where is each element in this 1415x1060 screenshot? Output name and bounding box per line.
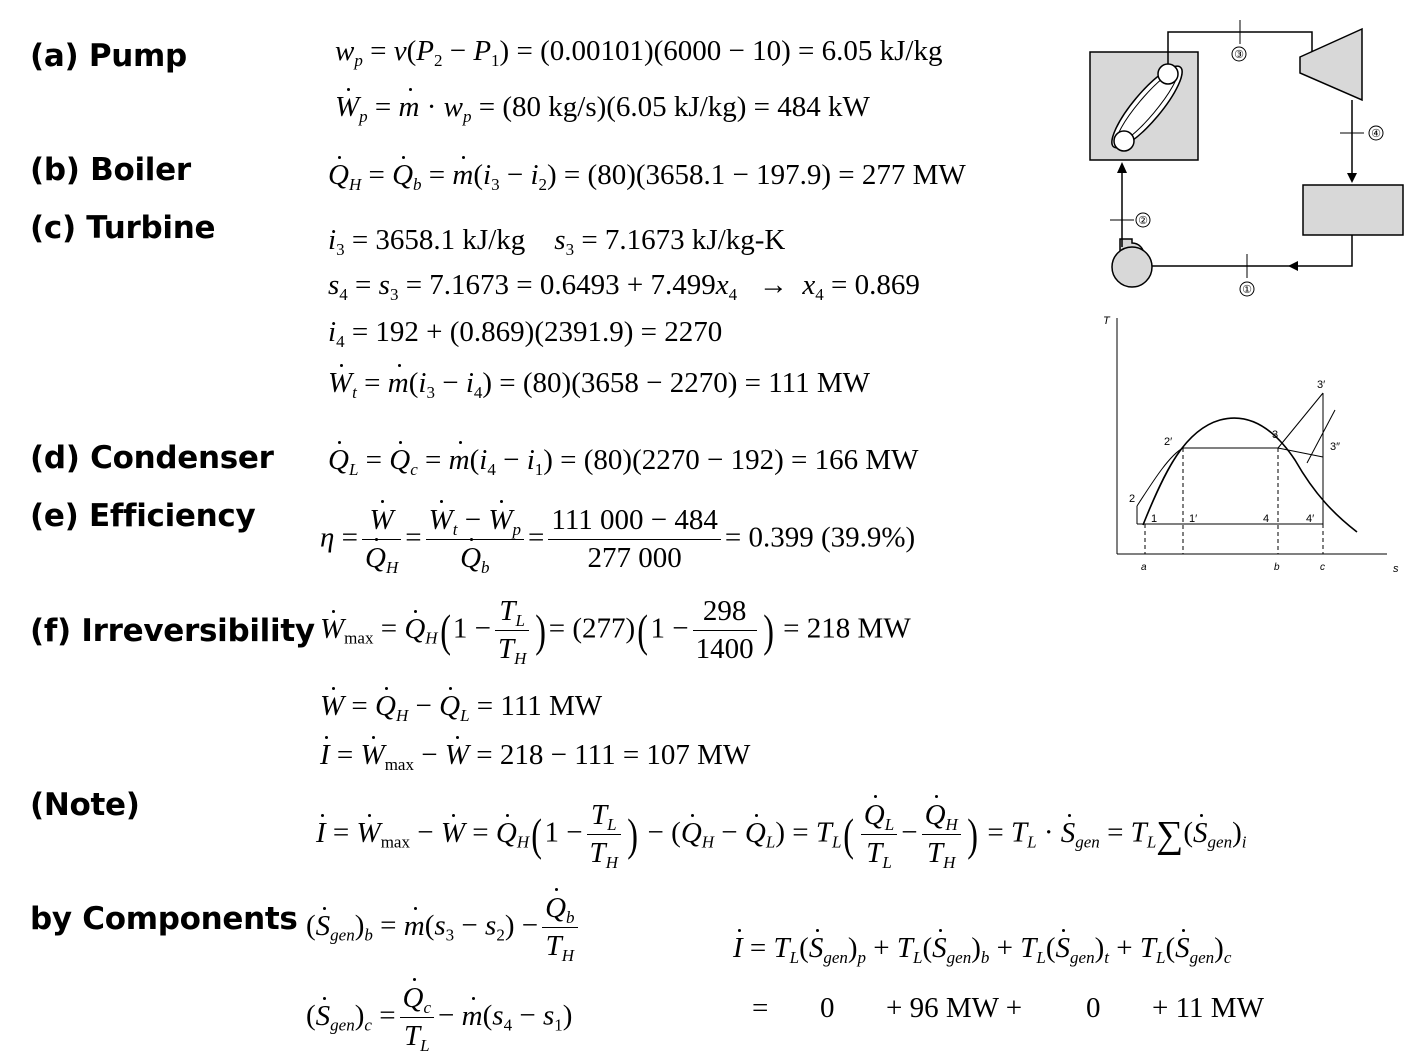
ts-point-1prime: 1′ bbox=[1189, 513, 1198, 525]
eq-note: $I = W_{max} - W = Q_H(1$ − $\frac{T_L}{T_H}$ ) − $(Q_H - Q_L) = T_L$( $\frac{Q_L}{T_L}$ − $\frac{Q_H}{T_H}$ ) = $T_L \cdot S_{gen} = T_L\sum(S_{gen})_i$ bbox=[316, 799, 1247, 872]
axis-T: T bbox=[1103, 315, 1110, 327]
irr-component-condenser: + 11 MW bbox=[1152, 992, 1264, 1024]
ts-base-a: a bbox=[1141, 562, 1147, 573]
ts-base-c: c bbox=[1320, 562, 1325, 573]
label-irreversibility: (f) Irreversibility bbox=[30, 613, 315, 649]
ts-point-4prime: 4′ bbox=[1306, 513, 1315, 525]
label-components: by Components bbox=[30, 901, 298, 937]
irr-value: = 218 − 111 = 107 MW bbox=[476, 739, 751, 771]
label-pump: (a) Pump bbox=[30, 38, 187, 74]
eq-pump-power: $W_p = m \cdot w_p = (80$ kg/s)(6.05 kJ/kg) = 484 kW bbox=[335, 91, 870, 126]
eff-denominator: 277 000 bbox=[587, 541, 682, 574]
turbine-s4-value: = 7.1673 = 0.6493 + 7.499 bbox=[405, 269, 716, 301]
turbine-s3-value: = 7.1673 kJ/kg-K bbox=[581, 224, 786, 256]
eq-turbine-s4: $s_4 = s_3 = 7.1673 = 0.6493 + 7.499x_4 \to x_4 = 0.869$ bbox=[328, 269, 920, 304]
irr-component-boiler: + 96 MW + bbox=[886, 992, 1023, 1024]
turbine-i3-value: = 3658.1 kJ/kg bbox=[351, 224, 526, 256]
irr-component-pump: 0 bbox=[820, 992, 835, 1024]
turbine bbox=[1300, 29, 1362, 100]
turbine-power-value: (80)(3658 − 2270) = 111 MW bbox=[522, 367, 870, 399]
ts-base-b: b bbox=[1274, 562, 1280, 573]
pump-work-value: (0.00101)(6000 − 10) = 6.05 kJ/kg bbox=[540, 35, 943, 67]
label-boiler: (b) Boiler bbox=[30, 152, 191, 188]
condenser-box bbox=[1303, 185, 1403, 235]
wmax-pre: = (277) bbox=[548, 612, 636, 645]
eff-numerator: 111 000 − 484 bbox=[548, 505, 720, 540]
wmax-result: = 218 MW bbox=[783, 612, 911, 645]
cycle-schematic bbox=[1080, 15, 1410, 305]
eq-wnet: $W = Q_H - Q_L = 111$ MW bbox=[320, 690, 603, 725]
label-turbine: (c) Turbine bbox=[30, 210, 216, 246]
eq-condenser: $Q_L = Q_c = m(i_4 - i_1) = (80)(2270 - 192) = 166$ MW bbox=[328, 444, 919, 479]
pump-power-value: (80 kg/s)(6.05 kJ/kg) = 484 kW bbox=[502, 91, 870, 123]
eq-turbine-power: $W_t = m(i_3 - i_4) = (80)(3658 - 2270) = 111$ MW bbox=[328, 367, 870, 402]
turbine-x4-value: = 0.869 bbox=[831, 269, 920, 301]
saturation-dome bbox=[1143, 418, 1357, 532]
irr-component-eq-sign: = bbox=[752, 992, 769, 1024]
eq-turbine-state3: $i_3 = 3658.1$ kJ/kg $s_3 = 7.1673$ kJ/kg-K bbox=[328, 224, 786, 259]
eq-sgen-boiler: $(S_{gen})_b = m(s_3 - s_2)$ − $\frac{Q_b}{T_H}$ bbox=[306, 893, 582, 963]
ts-point-4: 4 bbox=[1263, 513, 1270, 525]
ts-point-1: 1 bbox=[1151, 513, 1158, 525]
irr-component-turbine: 0 bbox=[1086, 992, 1101, 1024]
ts-point-3prime: 3′ bbox=[1317, 379, 1326, 391]
eq-sgen-condenser: $(S_{gen})_c$ = $\frac{Q_c}{T_L}$ − $m(s_4 - s_1)$ bbox=[306, 982, 573, 1055]
eq-pump-work: $w_p = v(P_2 - P_1) = (0.00101)(6000 - 10) = 6.05$ kJ/kg bbox=[335, 35, 943, 70]
label-efficiency: (e) Efficiency bbox=[30, 498, 256, 534]
wnet-value: = 111 MW bbox=[476, 690, 603, 722]
state-2: ② bbox=[1138, 215, 1148, 227]
ts-point-2: 2 bbox=[1129, 493, 1136, 505]
turbine-i4-value: = 192 + (0.869)(2391.9) = 2270 bbox=[351, 316, 723, 348]
eq-irr-components: $I = T_L(S_{gen})_p + T_L(S_{gen})_b + T_L(S_{gen})_t + T_L(S_{gen})_c$ bbox=[733, 932, 1232, 967]
eq-efficiency: η = $\frac{W}{Q_H}$ = $\frac{W_t - W_p}{Q_b}$ = $\frac{111 000 - 484}{277 000}$ = 0.399 (39.9%) bbox=[320, 504, 916, 577]
label-note: (Note) bbox=[30, 787, 140, 823]
boiler-value: (80)(3658.1 − 197.9) = 277 MW bbox=[587, 159, 966, 191]
eff-result: = 0.399 (39.9%) bbox=[724, 521, 916, 554]
condenser-value: (80)(2270 − 192) = 166 MW bbox=[583, 444, 919, 476]
eq-wmax: $W_{max} = Q_H(1$ − $\frac{T_L}{T_H}$ )= (277)(1 − $\frac{298}{1400}$ ) = 218 MW bbox=[320, 595, 911, 668]
state-1: ① bbox=[1242, 284, 1252, 296]
ts-point-2prime: 2′ bbox=[1164, 436, 1173, 448]
eq-irreversibility: $I = W_{max} - W = 218 - 111 = 107$ MW bbox=[320, 739, 751, 774]
ts-diagram bbox=[1095, 310, 1407, 580]
state-3: ③ bbox=[1234, 49, 1244, 61]
ts-point-3: 3 bbox=[1272, 429, 1279, 441]
eq-turbine-i4: $i_4 = 192 + (0.869)(2391.9) = 2270$ bbox=[328, 316, 723, 351]
axis-s: s bbox=[1393, 563, 1399, 575]
wmax-numerator: 298 bbox=[693, 596, 757, 631]
eq-boiler: $Q_H = Q_b = m(i_3 - i_2) = (80)(3658.1 - 197.9) = 277$ MW bbox=[328, 159, 966, 194]
wmax-denominator: 1400 bbox=[695, 632, 754, 665]
state-4: ④ bbox=[1371, 128, 1381, 140]
ts-point-3dprime: 3″ bbox=[1330, 441, 1341, 453]
label-condenser: (d) Condenser bbox=[30, 440, 274, 476]
